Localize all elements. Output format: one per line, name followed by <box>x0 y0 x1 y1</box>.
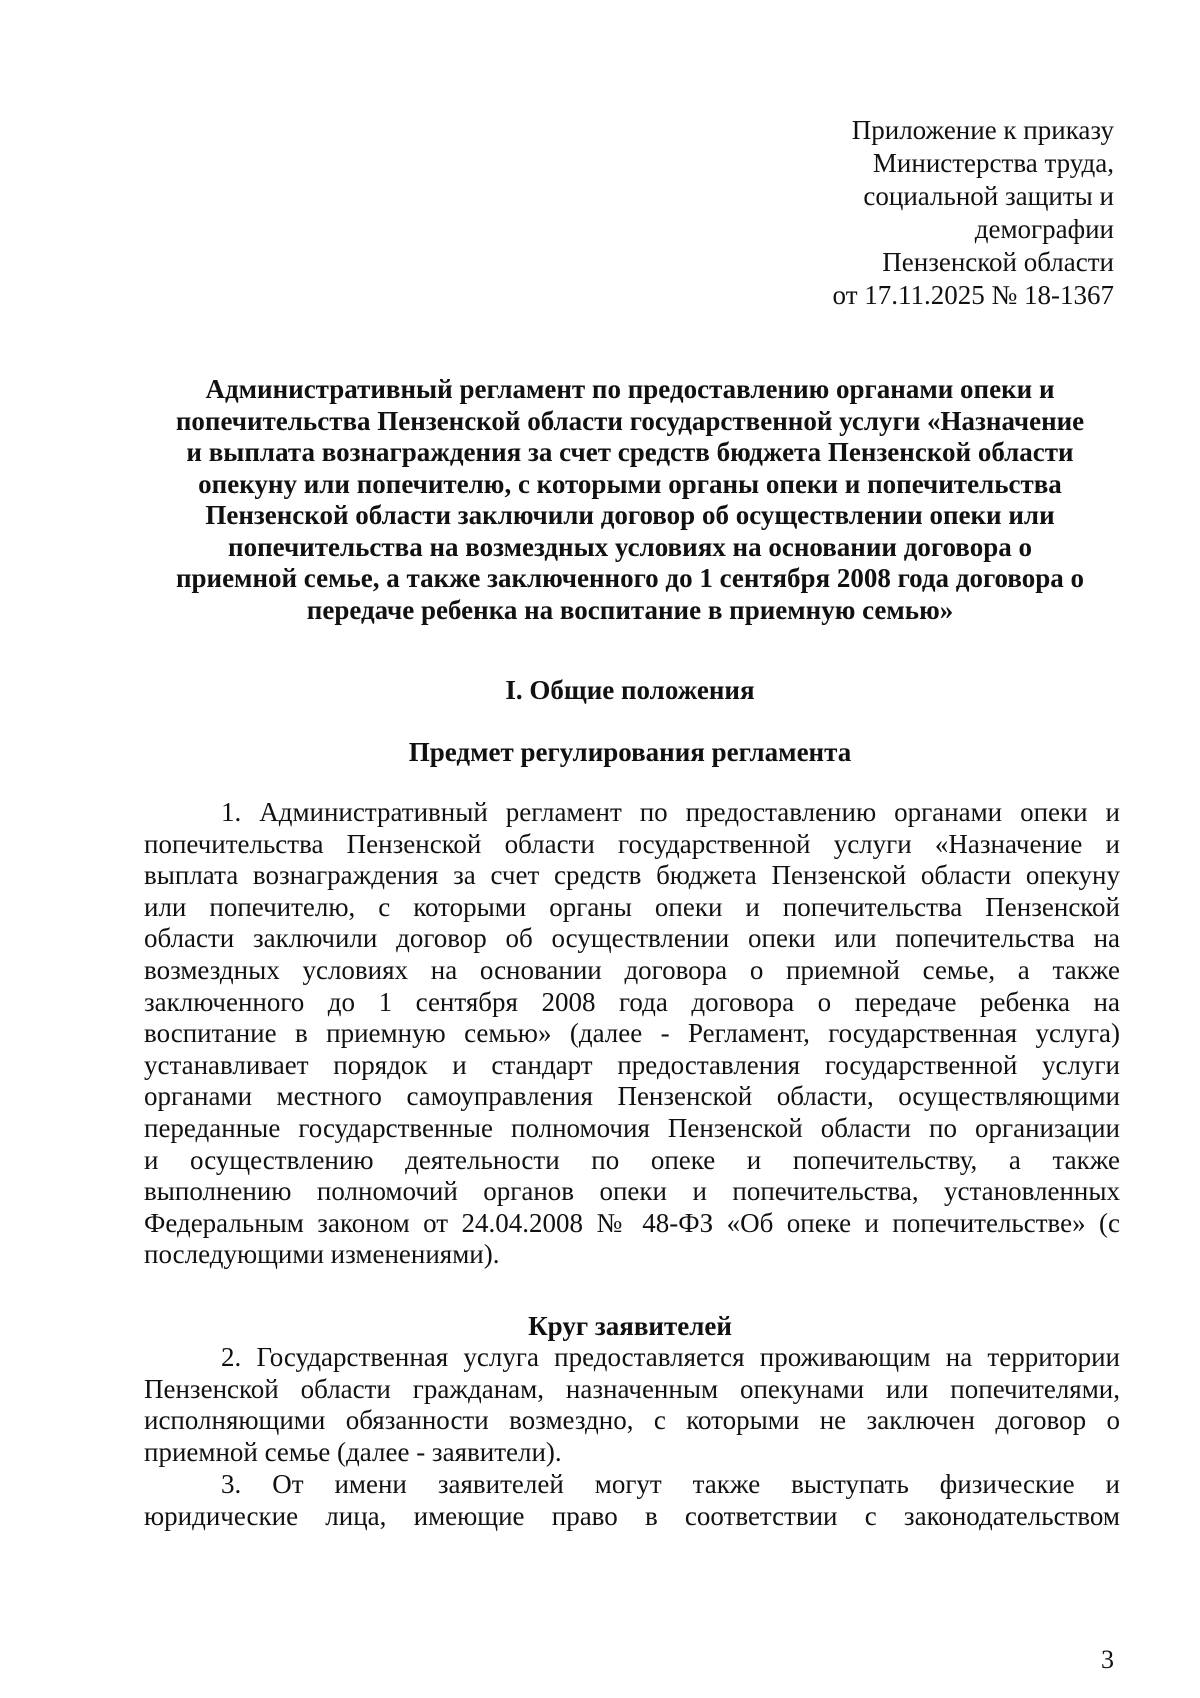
title-line: попечительства на возмездных условиях на основании договора о <box>228 531 1032 562</box>
title-line: попечительства Пензенской области государственной услуги «Назначение <box>175 405 1085 436</box>
paragraph-line: попечительства Пензенской области государственной услуги «Назначение и <box>144 828 1120 859</box>
approval-line: социальной защиты и <box>863 181 1114 211</box>
title-line: опекуну или попечителю, с которыми органы опеки и попечительства <box>198 468 1062 499</box>
paragraph-line: исполняющими обязанности возмездно, с которыми не заключен договор о <box>144 1405 1120 1436</box>
paragraph-line: выплата вознаграждения за счет средств бюджета Пензенской области опекуну <box>144 860 1120 891</box>
subheading-regulation-subject: Предмет регулирования регламента <box>408 737 852 767</box>
title-line: и выплата вознаграждения за счет средств бюджета Пензенской области <box>186 437 1074 467</box>
approval-line: Пензенской области <box>882 247 1114 277</box>
title-line: Пензенской области заключили договор об осуществлении опеки или <box>205 500 1055 530</box>
document-title <box>140 374 1120 626</box>
approval-order-number: от 17.11.2025 № 18-1367 <box>832 280 1114 310</box>
paragraph-line: 3. От имени заявителей могут также выступать физические и <box>221 1469 1120 1499</box>
paragraph-line: воспитание в приемную семью» (далее - Регламент, государственная услуга) <box>144 1018 1120 1049</box>
title-line: передаче ребенка на воспитание в приемную семью» <box>306 594 954 625</box>
paragraph-line: 2. Государственная услуга предоставляется проживающим на территории <box>221 1342 1120 1372</box>
paragraph-line: заключенного до 1 сентября 2008 года договора о передаче ребенка на <box>144 986 1120 1017</box>
paragraph-line: или попечителю, с которыми органы опеки и попечительства Пензенской <box>144 891 1120 922</box>
page-number: 3 <box>1101 1645 1114 1674</box>
approval-block <box>754 114 1114 312</box>
paragraph-line: последующими изменениями). <box>144 1239 500 1270</box>
paragraph-line: органами местного самоуправления Пензенской области, осуществляющими <box>144 1081 1120 1112</box>
approval-line: Приложение к приказу <box>851 115 1114 145</box>
paragraph-line: и осуществлению деятельности по опеке и попечительству, а также <box>144 1144 1120 1175</box>
paragraph-line: выполнению полномочий органов опеки и попечительства, установленных <box>144 1176 1120 1207</box>
title-line: приемной семье, а также заключенного до 1 сентября 2008 года договора о <box>175 563 1085 593</box>
paragraph-2 <box>144 1342 1120 1468</box>
paragraph-line: устанавливает порядок и стандарт предоставления государственной услуги <box>144 1049 1120 1080</box>
approval-line: демографии <box>974 214 1114 244</box>
paragraph-line: переданные государственные полномочия Пензенской области по организации <box>144 1112 1120 1143</box>
section-heading-general: I. Общие положения <box>505 675 755 705</box>
title-line: Административный регламент по предоставлению органами опеки и <box>205 374 1055 404</box>
paragraph-3 <box>144 1469 1120 1532</box>
paragraph-line: Федеральным законом от 24.04.2008 № 48-ФЗ «Об опеке и попечительстве» (с <box>144 1207 1120 1238</box>
subheading-applicants: Круг заявителей <box>528 1311 732 1341</box>
paragraph-line: приемной семье (далее - заявители). <box>144 1436 562 1467</box>
paragraph-line: области заключили договор об осуществлении опеки или попечительства на <box>144 923 1120 954</box>
paragraph-line: юридические лица, имеющие право в соответствии с законодательством <box>144 1500 1120 1531</box>
paragraph-line: 1. Административный регламент по предоставлению органами опеки и <box>221 797 1120 827</box>
approval-line: Министерства труда, <box>872 148 1114 178</box>
paragraph-line: Пензенской области гражданам, назначенным опекунами или попечителями, <box>144 1373 1120 1404</box>
paragraph-1 <box>144 797 1120 1271</box>
paragraph-line: возмездных условиях на основании договора о приемной семье, а также <box>144 954 1120 985</box>
